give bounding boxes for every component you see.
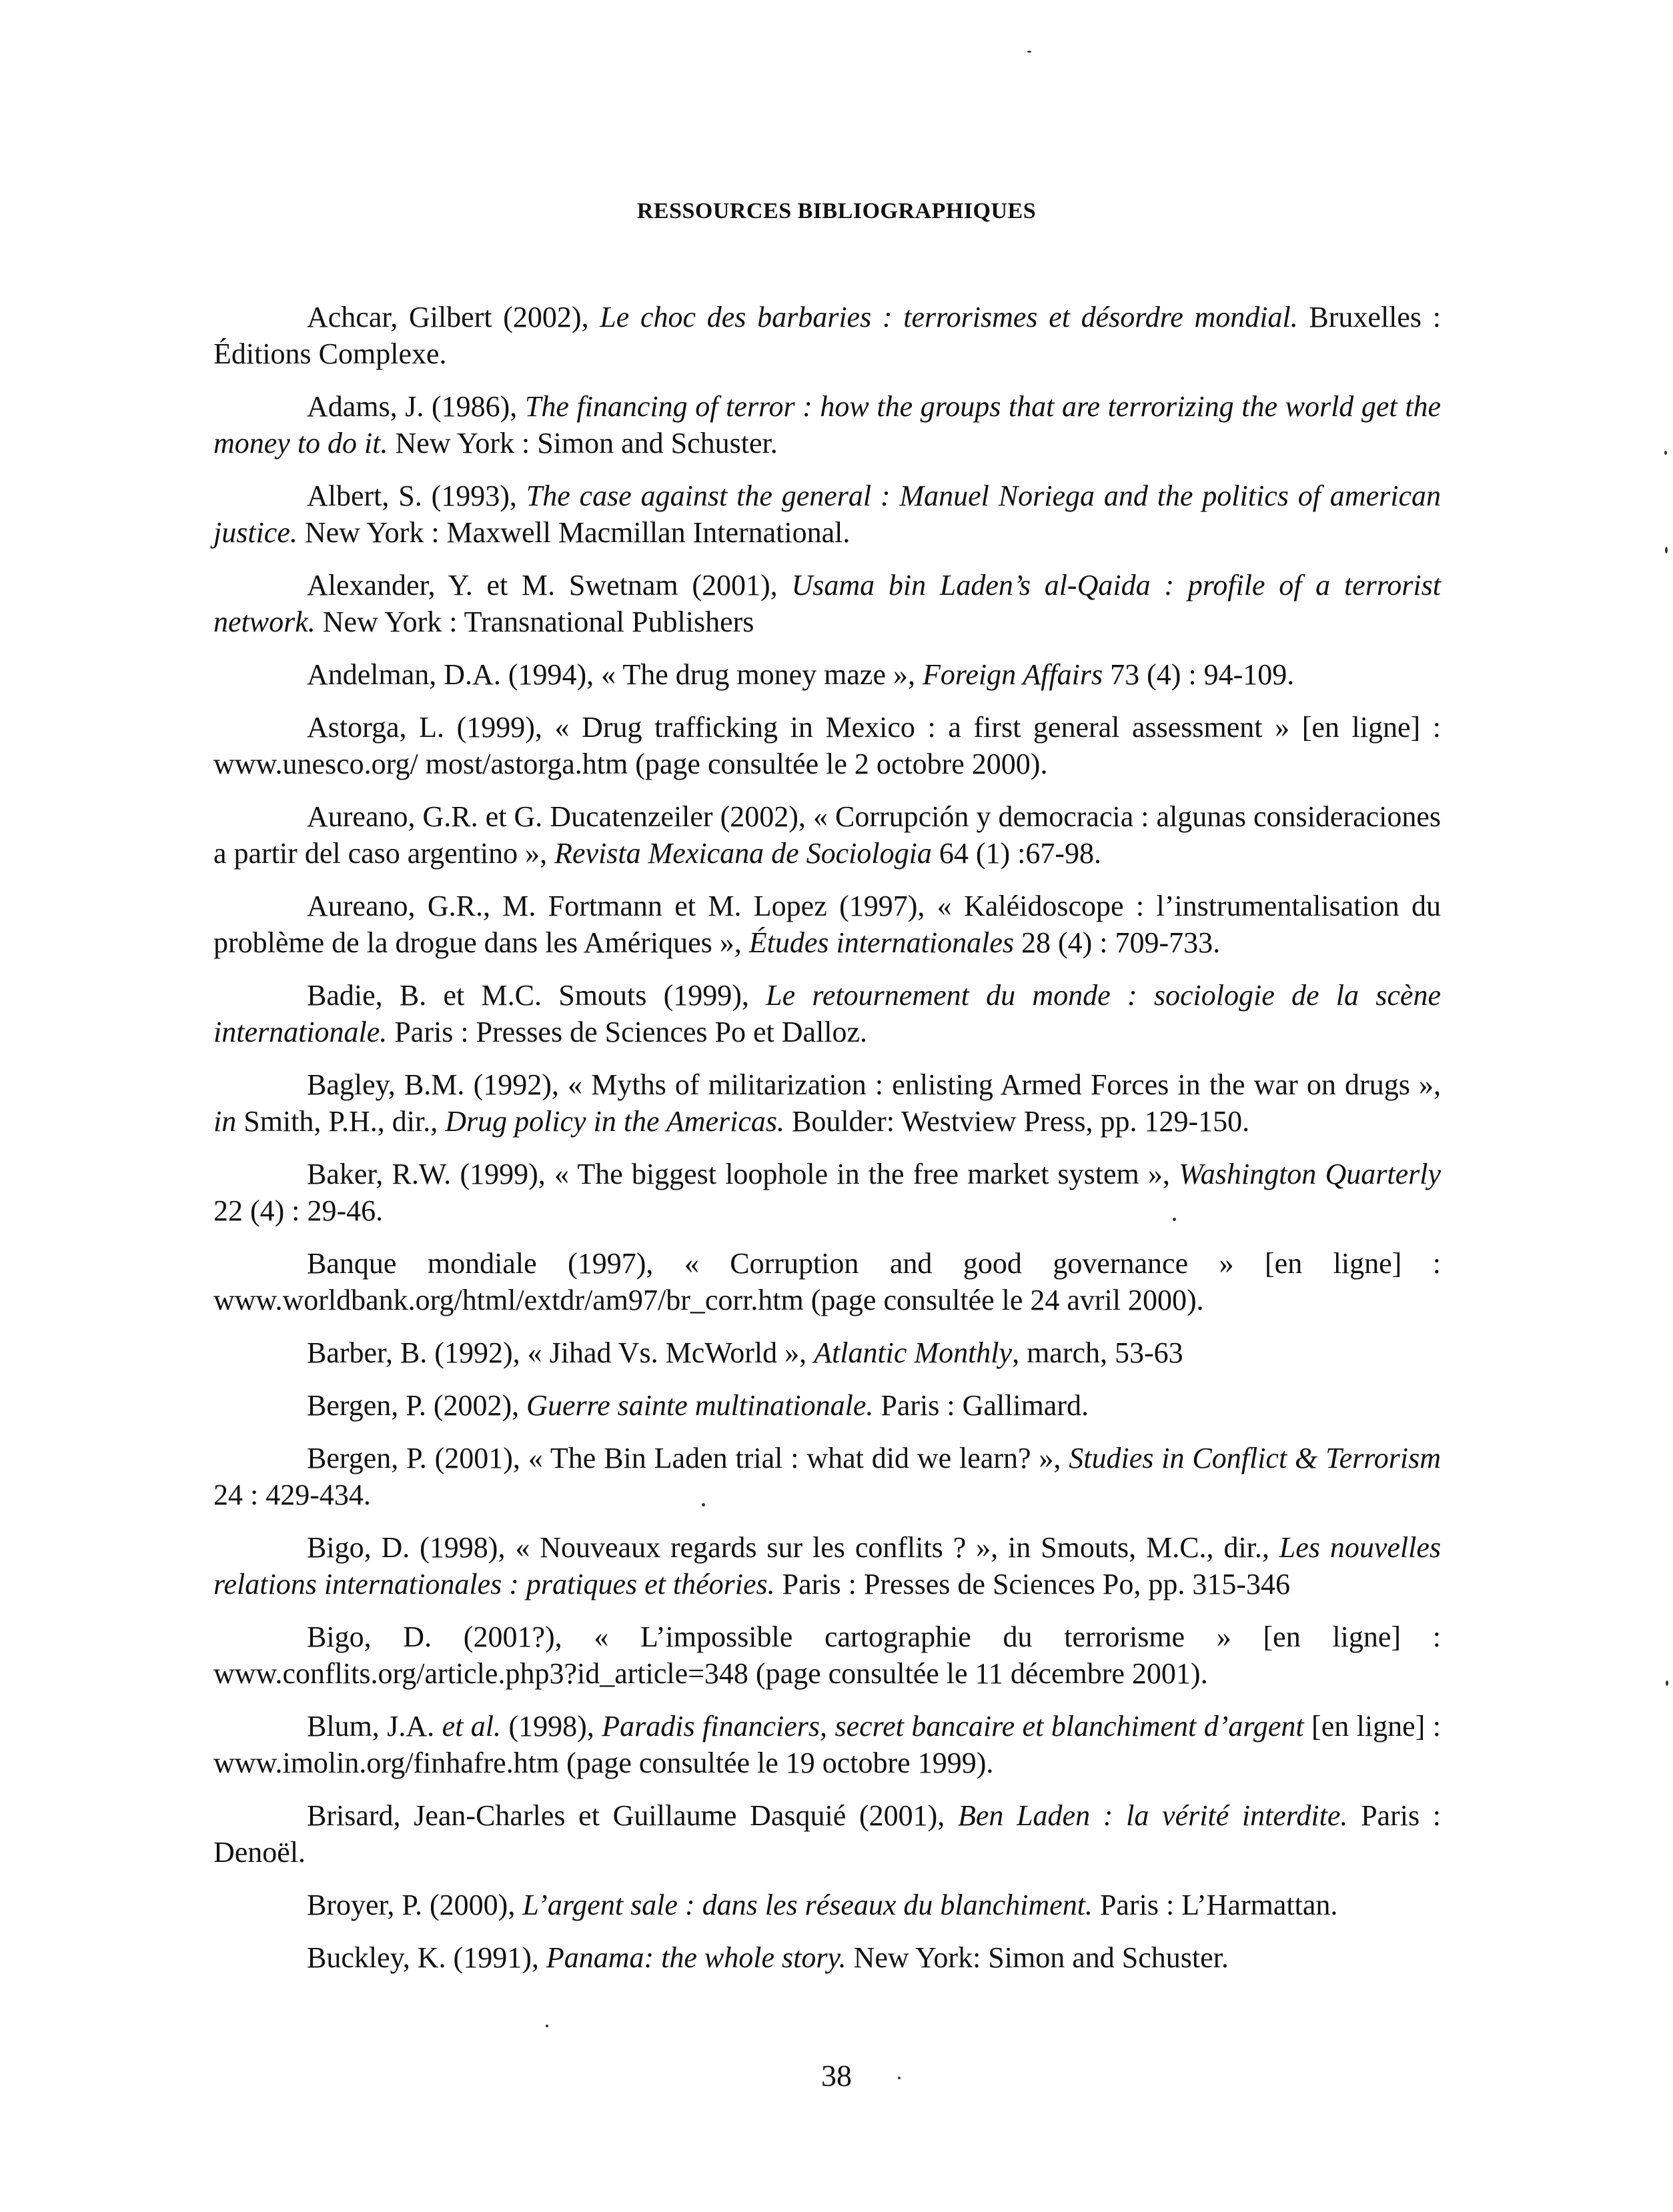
reference-entry <box>213 1939 1441 1976</box>
reference-italic-segment: et al. <box>442 1710 502 1743</box>
reference-text-segment: Adams, J. (1986), <box>307 390 525 423</box>
reference-entry <box>213 888 1441 961</box>
reference-italic-segment: Drug policy in the Americas. <box>445 1105 784 1138</box>
reference-text-segment: Andelman, D.A. (1994), « The drug money maze », <box>307 658 923 691</box>
reference-italic-segment: L’argent sale : dans les réseaux du blanchiment. <box>522 1889 1093 1921</box>
reference-italic-segment: Usama bin Laden’s al-Qaida : profile of a terrorist network. <box>213 569 1442 638</box>
reference-entry <box>213 1618 1441 1692</box>
reference-italic-segment: The financing of terror : how the groups that are terrorizing the world get the money to do it. <box>213 390 1441 459</box>
reference-text-segment: Bigo, D. (2001?), « L’impossible cartographie du terrorisme » [en ligne] : www.conflits.org/article.php3?id_article=348 (page consultée le 11 décembre 2001). <box>213 1620 1441 1690</box>
page-number: 38 <box>821 2059 852 2093</box>
reference-text-segment: Paris : Presses de Sciences Po, pp. 315-346 <box>774 1568 1291 1600</box>
scan-speck <box>546 2025 548 2027</box>
reference-text-segment: New York: Simon and Schuster. <box>846 1941 1229 1974</box>
reference-text-segment: Paris : L’Harmattan. <box>1092 1889 1338 1921</box>
reference-entry <box>213 567 1441 640</box>
reference-text-segment: New York : Simon and Schuster. <box>388 427 778 459</box>
reference-italic-segment: Études internationales <box>748 926 1014 959</box>
reference-text-segment: Paris : Denoël. <box>213 1799 1442 1869</box>
reference-entry <box>213 1708 1441 1781</box>
reference-entry <box>213 299 1441 372</box>
reference-italic-segment: Foreign Affairs <box>922 658 1103 691</box>
reference-italic-segment: The case against the general : Manuel Noriega and the politics of american justice. <box>213 479 1441 549</box>
reference-italic-segment: Le retournement du monde : sociologie de la scène internationale. <box>213 979 1441 1048</box>
reference-text-segment: Paris : Presses de Sciences Po et Dalloz. <box>387 1016 868 1048</box>
page-title: RESSOURCES BIBLIOGRAPHIQUES <box>636 199 1037 223</box>
reference-italic-segment: in <box>213 1105 237 1138</box>
reference-entry <box>213 1887 1441 1923</box>
reference-italic-segment: Le choc des barbaries : terrorismes et désordre mondial. <box>600 301 1298 333</box>
reference-italic-segment: Revista Mexicana de Sociologia <box>554 837 932 870</box>
reference-text-segment: (1998), <box>501 1710 602 1743</box>
reference-text-segment: Bergen, P. (2001), « The Bin Laden trial : what did we learn? », <box>307 1442 1069 1474</box>
reference-text-segment: Aureano, G.R. et G. Ducatenzeiler (2002), « Corrupción y democracia : algunas consideraciones a partir del caso argentino », <box>213 800 1441 870</box>
reference-entry <box>213 1387 1441 1424</box>
reference-entry <box>213 1066 1441 1140</box>
reference-entry <box>213 1440 1441 1513</box>
reference-text-segment: Albert, S. (1993), <box>307 479 526 512</box>
reference-text-segment: Bruxelles : Éditions Complexe. <box>213 301 1441 370</box>
reference-text-segment: Baker, R.W. (1999), « The biggest loophole in the free market system », <box>307 1158 1179 1190</box>
scan-speck <box>898 2077 901 2079</box>
reference-italic-segment: Paradis financiers, secret bancaire et blanchiment d’argent <box>602 1710 1304 1743</box>
reference-italic-segment: Les nouvelles relations internationales : pratiques et théories. <box>213 1531 1441 1600</box>
reference-text-segment: Bergen, P. (2002), <box>307 1389 527 1422</box>
reference-entry <box>213 656 1441 693</box>
reference-text-segment: Brisard, Jean-Charles et Guillaume Dasquié (2001), <box>307 1799 958 1832</box>
reference-italic-segment: Studies in Conflict & Terrorism <box>1069 1442 1441 1474</box>
reference-text-segment: Bigo, D. (1998), « Nouveaux regards sur les conflits ? », in Smouts, M.C., dir., <box>307 1531 1279 1564</box>
scan-speck <box>1664 451 1667 455</box>
reference-italic-segment: Ben Laden : la vérité interdite. <box>957 1799 1348 1832</box>
reference-text-segment: New York : Maxwell Macmillan International. <box>297 516 851 549</box>
reference-entry <box>213 1334 1441 1371</box>
reference-text-segment: Alexander, Y. et M. Swetnam (2001), <box>307 569 792 602</box>
reference-text-segment: Smith, P.H., dir., <box>236 1105 446 1138</box>
reference-italic-segment: Panama: the whole story. <box>546 1941 847 1974</box>
reference-list <box>213 299 1441 1992</box>
reference-entry <box>213 388 1441 461</box>
reference-italic-segment: Washington Quarterly <box>1179 1158 1441 1190</box>
reference-italic-segment: Guerre sainte multinationale. <box>526 1389 874 1422</box>
reference-text-segment: Buckley, K. (1991), <box>307 1941 546 1974</box>
reference-entry <box>213 709 1441 782</box>
reference-text-segment: 22 (4) : 29-46. <box>213 1194 384 1227</box>
reference-text-segment: Boulder: Westview Press, pp. 129-150. <box>784 1105 1250 1138</box>
scan-speck <box>1665 547 1668 554</box>
scan-speck <box>1666 1681 1668 1686</box>
scan-speck <box>1173 1218 1176 1221</box>
reference-entry <box>213 977 1441 1050</box>
reference-text-segment: Banque mondiale (1997), « Corruption and good governance » [en ligne] : www.worldbank.org/html/extdr/am97/br_corr.htm (page consultée le 24 avril 2000). <box>213 1247 1441 1316</box>
reference-text-segment: , march, 53-63 <box>1012 1336 1183 1369</box>
reference-text-segment: Badie, B. et M.C. Smouts (1999), <box>307 979 766 1012</box>
scan-speck <box>702 1503 705 1506</box>
reference-text-segment: 73 (4) : 94-109. <box>1103 658 1295 691</box>
reference-entry <box>213 1245 1441 1318</box>
reference-text-segment: 24 : 429-434. <box>213 1478 371 1511</box>
reference-text-segment: Aureano, G.R., M. Fortmann et M. Lopez (1997), « Kaléidoscope : l’instrumentalisation du problème de la drogue dans les Amériques », <box>213 890 1441 959</box>
reference-entry <box>213 1797 1441 1871</box>
reference-entry <box>213 798 1441 872</box>
reference-text-segment: Blum, J.A. <box>307 1710 442 1743</box>
reference-text-segment: [en ligne] : www.imolin.org/finhafre.htm (page consultée le 19 octobre 1999). <box>213 1710 1441 1779</box>
reference-text-segment: Bagley, B.M. (1992), « Myths of militarization : enlisting Armed Forces in the war on drugs », <box>307 1068 1441 1101</box>
scan-speck <box>1027 51 1031 53</box>
reference-entry <box>213 477 1441 551</box>
reference-text-segment: Paris : Gallimard. <box>873 1389 1089 1422</box>
reference-text-segment: Barber, B. (1992), « Jihad Vs. McWorld », <box>307 1336 814 1369</box>
reference-italic-segment: Atlantic Monthly <box>814 1336 1013 1369</box>
reference-text-segment: New York : Transnational Publishers <box>315 606 754 638</box>
reference-entry <box>213 1156 1441 1229</box>
reference-text-segment: Astorga, L. (1999), « Drug trafficking in Mexico : a first general assessment » [en ligne] : www.unesco.org/ most/astorga.htm (page consultée le 2 octobre 2000). <box>213 711 1441 780</box>
reference-entry <box>213 1529 1441 1602</box>
reference-text-segment: 28 (4) : 709-733. <box>1013 926 1221 959</box>
reference-text-segment: Broyer, P. (2000), <box>307 1889 523 1921</box>
reference-text-segment: Achcar, Gilbert (2002), <box>307 301 600 333</box>
reference-text-segment: 64 (1) :67-98. <box>931 837 1102 870</box>
